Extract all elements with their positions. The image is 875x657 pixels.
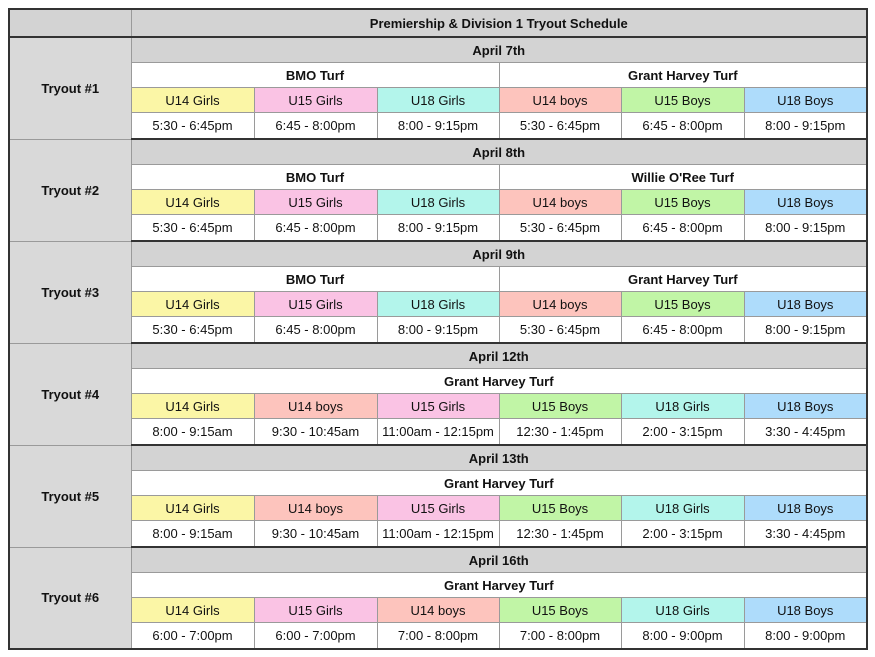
age-group-cell: U14 Girls	[131, 394, 254, 419]
time-slot-cell: 2:00 - 3:15pm	[621, 419, 744, 446]
age-group-cell: U15 Boys	[499, 496, 621, 521]
time-slot-cell: 8:00 - 9:15pm	[377, 317, 499, 344]
time-slot-cell: 9:30 - 10:45am	[254, 521, 377, 548]
age-group-cell: U18 Boys	[744, 394, 867, 419]
time-slot-cell: 6:00 - 7:00pm	[254, 623, 377, 650]
age-group-cell: U15 Girls	[254, 190, 377, 215]
venue-name: Grant Harvey Turf	[499, 267, 867, 292]
time-slot-cell: 7:00 - 8:00pm	[377, 623, 499, 650]
title-row	[9, 9, 867, 37]
age-group-cell: U14 Girls	[131, 292, 254, 317]
time-slot-cell: 8:00 - 9:15pm	[744, 113, 867, 140]
time-slot-cell: 8:00 - 9:00pm	[621, 623, 744, 650]
tryout-date: April 13th	[131, 445, 867, 471]
age-group-cell: U18 Boys	[744, 598, 867, 623]
age-group-cell: U18 Girls	[377, 88, 499, 113]
age-group-row	[9, 292, 867, 317]
time-slot-row	[9, 521, 867, 548]
time-slot-cell: 8:00 - 9:15am	[131, 521, 254, 548]
tryout-date-row	[9, 139, 867, 165]
age-group-cell: U18 Girls	[621, 496, 744, 521]
time-slot-cell: 6:45 - 8:00pm	[254, 317, 377, 344]
time-slot-cell: 5:30 - 6:45pm	[499, 317, 621, 344]
age-group-cell: U15 Girls	[377, 496, 499, 521]
tryout-date: April 7th	[131, 37, 867, 63]
venue-name: BMO Turf	[131, 165, 499, 190]
age-group-cell: U18 Boys	[744, 496, 867, 521]
age-group-cell: U14 boys	[254, 496, 377, 521]
time-slot-cell: 8:00 - 9:00pm	[744, 623, 867, 650]
time-slot-cell: 8:00 - 9:15pm	[744, 317, 867, 344]
time-slot-cell: 12:30 - 1:45pm	[499, 419, 621, 446]
age-group-row	[9, 598, 867, 623]
time-slot-cell: 5:30 - 6:45pm	[499, 215, 621, 242]
time-slot-cell: 9:30 - 10:45am	[254, 419, 377, 446]
venue-name: Grant Harvey Turf	[131, 573, 867, 598]
age-group-cell: U14 boys	[254, 394, 377, 419]
age-group-cell: U15 Boys	[621, 190, 744, 215]
time-slot-cell: 6:45 - 8:00pm	[621, 215, 744, 242]
tryout-label: Tryout #4	[9, 343, 131, 445]
venue-name: Grant Harvey Turf	[131, 471, 867, 496]
tryout-date: April 16th	[131, 547, 867, 573]
time-slot-cell: 5:30 - 6:45pm	[131, 113, 254, 140]
tryout-label: Tryout #2	[9, 139, 131, 241]
age-group-cell: U15 Girls	[254, 292, 377, 317]
age-group-cell: U18 Girls	[621, 394, 744, 419]
age-group-cell: U18 Boys	[744, 292, 867, 317]
venue-row	[9, 471, 867, 496]
age-group-cell: U14 boys	[377, 598, 499, 623]
age-group-cell: U14 boys	[499, 292, 621, 317]
tryout-date-row	[9, 547, 867, 573]
time-slot-row	[9, 215, 867, 242]
tryout-date-row	[9, 343, 867, 369]
venue-name: BMO Turf	[131, 267, 499, 292]
age-group-cell: U14 boys	[499, 88, 621, 113]
time-slot-cell: 7:00 - 8:00pm	[499, 623, 621, 650]
venue-row	[9, 369, 867, 394]
age-group-cell: U15 Boys	[621, 292, 744, 317]
venue-name: Grant Harvey Turf	[499, 63, 867, 88]
tryout-label: Tryout #3	[9, 241, 131, 343]
tryout-date-row	[9, 445, 867, 471]
time-slot-cell: 3:30 - 4:45pm	[744, 419, 867, 446]
tryout-date: April 12th	[131, 343, 867, 369]
corner-cell	[9, 9, 131, 37]
time-slot-cell: 8:00 - 9:15pm	[377, 215, 499, 242]
time-slot-cell: 3:30 - 4:45pm	[744, 521, 867, 548]
age-group-cell: U18 Girls	[377, 292, 499, 317]
venue-row	[9, 165, 867, 190]
time-slot-cell: 6:45 - 8:00pm	[254, 113, 377, 140]
tryout-date-row	[9, 37, 867, 63]
time-slot-cell: 12:30 - 1:45pm	[499, 521, 621, 548]
time-slot-cell: 6:00 - 7:00pm	[131, 623, 254, 650]
age-group-cell: U14 Girls	[131, 190, 254, 215]
time-slot-cell: 11:00am - 12:15pm	[377, 419, 499, 446]
venue-row	[9, 63, 867, 88]
age-group-cell: U18 Boys	[744, 88, 867, 113]
tryout-label: Tryout #6	[9, 547, 131, 649]
tryout-date-row	[9, 241, 867, 267]
age-group-cell: U15 Girls	[254, 598, 377, 623]
time-slot-row	[9, 623, 867, 650]
age-group-cell: U15 Boys	[499, 598, 621, 623]
time-slot-row	[9, 419, 867, 446]
tryout-label: Tryout #1	[9, 37, 131, 139]
age-group-cell: U18 Girls	[621, 598, 744, 623]
time-slot-cell: 5:30 - 6:45pm	[499, 113, 621, 140]
age-group-cell: U14 Girls	[131, 598, 254, 623]
time-slot-cell: 8:00 - 9:15pm	[377, 113, 499, 140]
time-slot-cell: 6:45 - 8:00pm	[621, 317, 744, 344]
time-slot-row	[9, 113, 867, 140]
tryout-date: April 9th	[131, 241, 867, 267]
age-group-cell: U15 Boys	[499, 394, 621, 419]
age-group-cell: U15 Boys	[621, 88, 744, 113]
time-slot-cell: 2:00 - 3:15pm	[621, 521, 744, 548]
time-slot-row	[9, 317, 867, 344]
tryout-label: Tryout #5	[9, 445, 131, 547]
time-slot-cell: 5:30 - 6:45pm	[131, 317, 254, 344]
time-slot-cell: 11:00am - 12:15pm	[377, 521, 499, 548]
venue-row	[9, 267, 867, 292]
time-slot-cell: 8:00 - 9:15pm	[744, 215, 867, 242]
age-group-cell: U15 Girls	[377, 394, 499, 419]
time-slot-cell: 6:45 - 8:00pm	[621, 113, 744, 140]
age-group-cell: U14 boys	[499, 190, 621, 215]
age-group-cell: U14 Girls	[131, 88, 254, 113]
age-group-cell: U18 Girls	[377, 190, 499, 215]
venue-row	[9, 573, 867, 598]
venue-name: Grant Harvey Turf	[131, 369, 867, 394]
age-group-cell: U15 Girls	[254, 88, 377, 113]
page-title: Premiership & Division 1 Tryout Schedule	[131, 9, 867, 37]
time-slot-cell: 6:45 - 8:00pm	[254, 215, 377, 242]
tryout-schedule-table	[8, 8, 868, 650]
venue-name: Willie O'Ree Turf	[499, 165, 867, 190]
time-slot-cell: 8:00 - 9:15am	[131, 419, 254, 446]
age-group-cell: U18 Boys	[744, 190, 867, 215]
age-group-row	[9, 190, 867, 215]
age-group-row	[9, 394, 867, 419]
age-group-row	[9, 496, 867, 521]
tryout-date: April 8th	[131, 139, 867, 165]
time-slot-cell: 5:30 - 6:45pm	[131, 215, 254, 242]
age-group-row	[9, 88, 867, 113]
age-group-cell: U14 Girls	[131, 496, 254, 521]
venue-name: BMO Turf	[131, 63, 499, 88]
